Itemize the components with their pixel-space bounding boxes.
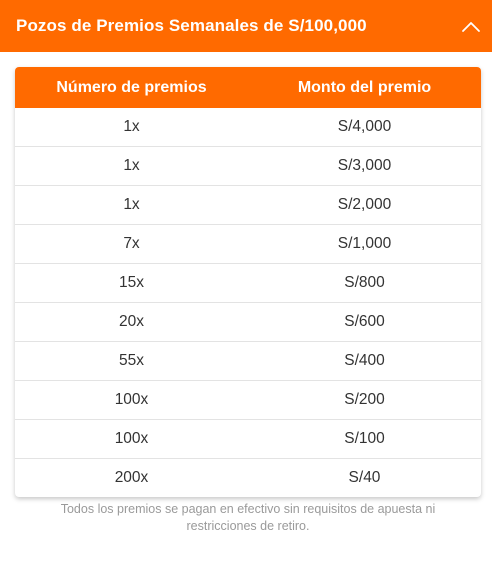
table-row: [15, 225, 481, 264]
prize-count-cell: 7x: [123, 235, 140, 252]
column-header-prize-amount: Monto del premio: [297, 78, 432, 96]
table-body: [15, 108, 481, 497]
prize-amount-cell: S/600: [344, 313, 385, 330]
prize-amount-cell: S/3,000: [337, 157, 392, 174]
prize-amount-cell: S/400: [344, 352, 385, 369]
prize-amount-cell: S/100: [344, 430, 385, 447]
prize-count-cell: 100x: [114, 430, 149, 447]
prize-count-cell: 15x: [119, 274, 144, 291]
chevron-up-icon[interactable]: [460, 16, 482, 38]
prize-count-cell: 20x: [119, 313, 144, 330]
prize-amount-cell: S/1,000: [337, 235, 392, 252]
panel-title: Pozos de Premios Semanales de S/100,000: [16, 16, 367, 35]
table-row: [15, 303, 481, 342]
prize-count-cell: 1x: [123, 196, 140, 213]
table-row: [15, 420, 481, 459]
table-row: [15, 459, 481, 497]
table-header-row: [15, 67, 481, 108]
prize-count-cell: 55x: [119, 352, 144, 369]
table-row: [15, 147, 481, 186]
table-row: [15, 342, 481, 381]
prize-count-cell: 100x: [114, 391, 149, 408]
prize-count-cell: 1x: [123, 118, 140, 135]
table-row: [15, 381, 481, 420]
table-row: [15, 108, 481, 147]
prize-amount-cell: S/40: [348, 469, 381, 486]
prize-amount-cell: S/2,000: [337, 196, 392, 213]
prize-table: [15, 67, 481, 497]
prize-amount-cell: S/4,000: [337, 118, 392, 135]
prize-pool-accordion-header[interactable]: [0, 0, 492, 52]
table-row: [15, 264, 481, 303]
column-header-prize-count: Número de premios: [56, 78, 207, 96]
table-row: [15, 186, 481, 225]
prize-count-cell: 1x: [123, 157, 140, 174]
prize-count-cell: 200x: [114, 469, 149, 486]
prize-terms-footnote: Todos los premios se pagan en efectivo sin requisitos de apuesta ni restricciones de retiro.: [60, 502, 436, 533]
prize-amount-cell: S/200: [344, 391, 385, 408]
prize-amount-cell: S/800: [344, 274, 385, 291]
